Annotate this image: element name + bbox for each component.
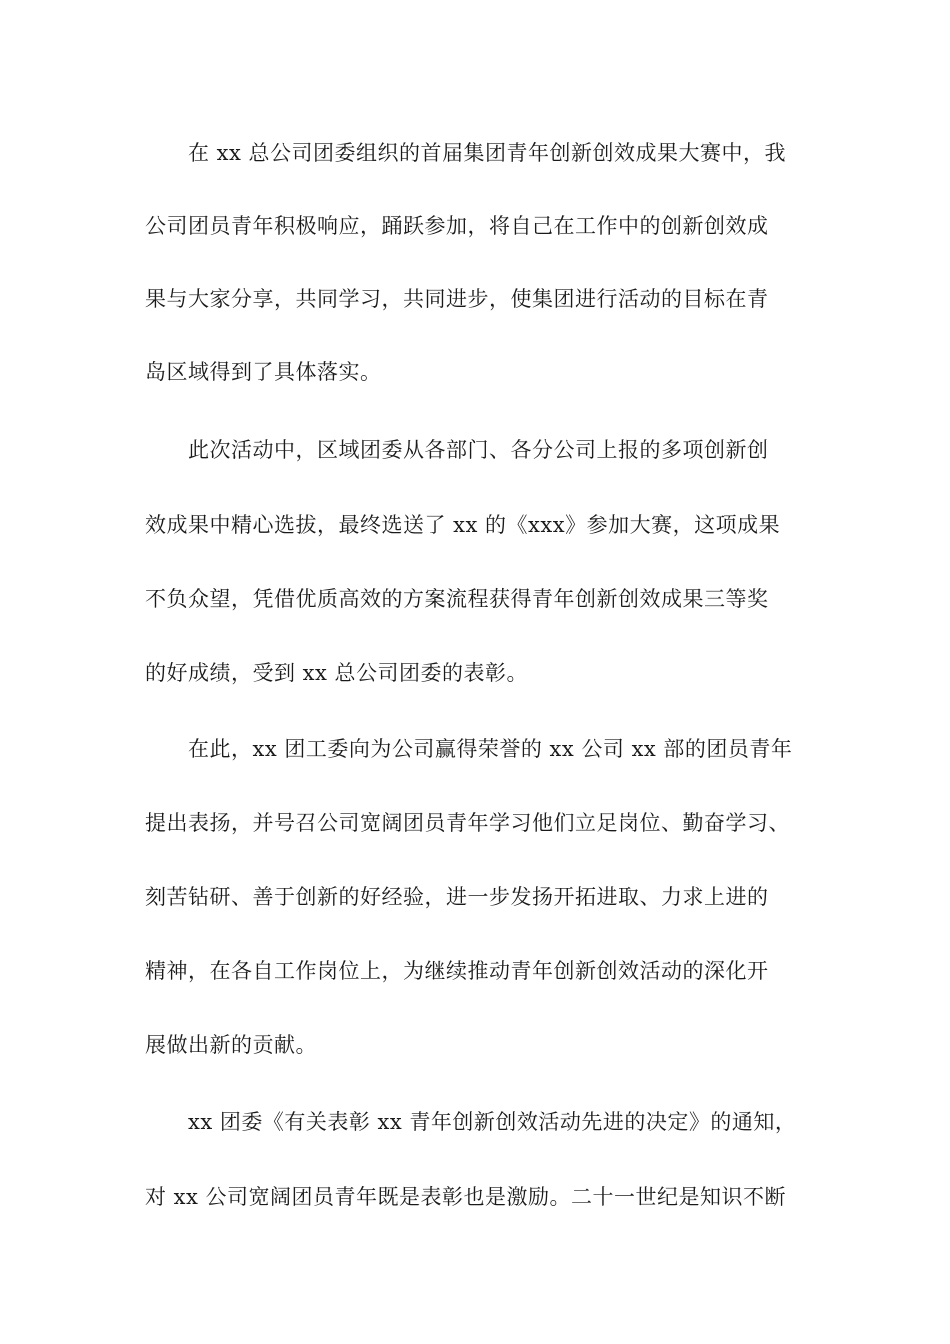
paragraph-3-line-4: 精神，在各自工作岗位上，为继续推动青年创新创效活动的深化开 <box>145 959 769 983</box>
paragraph-2-line-2: 效成果中精心选拔，最终选送了 xx 的《xxx》参加大赛，这项成果 <box>145 513 781 537</box>
paragraph-3-line-1: 在此，xx 团工委向为公司赢得荣誉的 xx 公司 xx 部的团员青年 <box>188 737 793 761</box>
paragraph-3-line-3: 刻苦钻研、善于创新的好经验，进一步发扬开拓进取、力求上进的 <box>145 885 769 909</box>
paragraph-4-line-2: 对 xx 公司宽阔团员青年既是表彰也是激励。二十一世纪是知识不断 <box>145 1185 787 1209</box>
paragraph-1-line-2: 公司团员青年积极响应，踊跃参加，将自己在工作中的创新创效成 <box>145 214 769 238</box>
paragraph-1-line-1: 在 xx 总公司团委组织的首届集团青年创新创效成果大赛中，我 <box>188 141 787 165</box>
paragraph-2-line-1: 此次活动中，区域团委从各部门、各分公司上报的多项创新创 <box>188 438 769 462</box>
paragraph-3-line-5: 展做出新的贡献。 <box>145 1033 317 1057</box>
paragraph-2-line-4: 的好成绩，受到 xx 总公司团委的表彰。 <box>145 661 529 685</box>
paragraph-2-line-3: 不负众望，凭借优质高效的方案流程获得青年创新创效成果三等奖 <box>145 587 769 611</box>
paragraph-4-line-1: xx 团委《有关表彰 xx 青年创新创效活动先进的决定》的通知， <box>188 1110 797 1134</box>
paragraph-1-line-3: 果与大家分享，共同学习，共同进步，使集团进行活动的目标在青 <box>145 287 769 311</box>
paragraph-1-line-4: 岛区域得到了具体落实。 <box>145 360 382 384</box>
paragraph-3-line-2: 提出表扬，并号召公司宽阔团员青年学习他们立足岗位、勤奋学习、 <box>145 811 790 835</box>
